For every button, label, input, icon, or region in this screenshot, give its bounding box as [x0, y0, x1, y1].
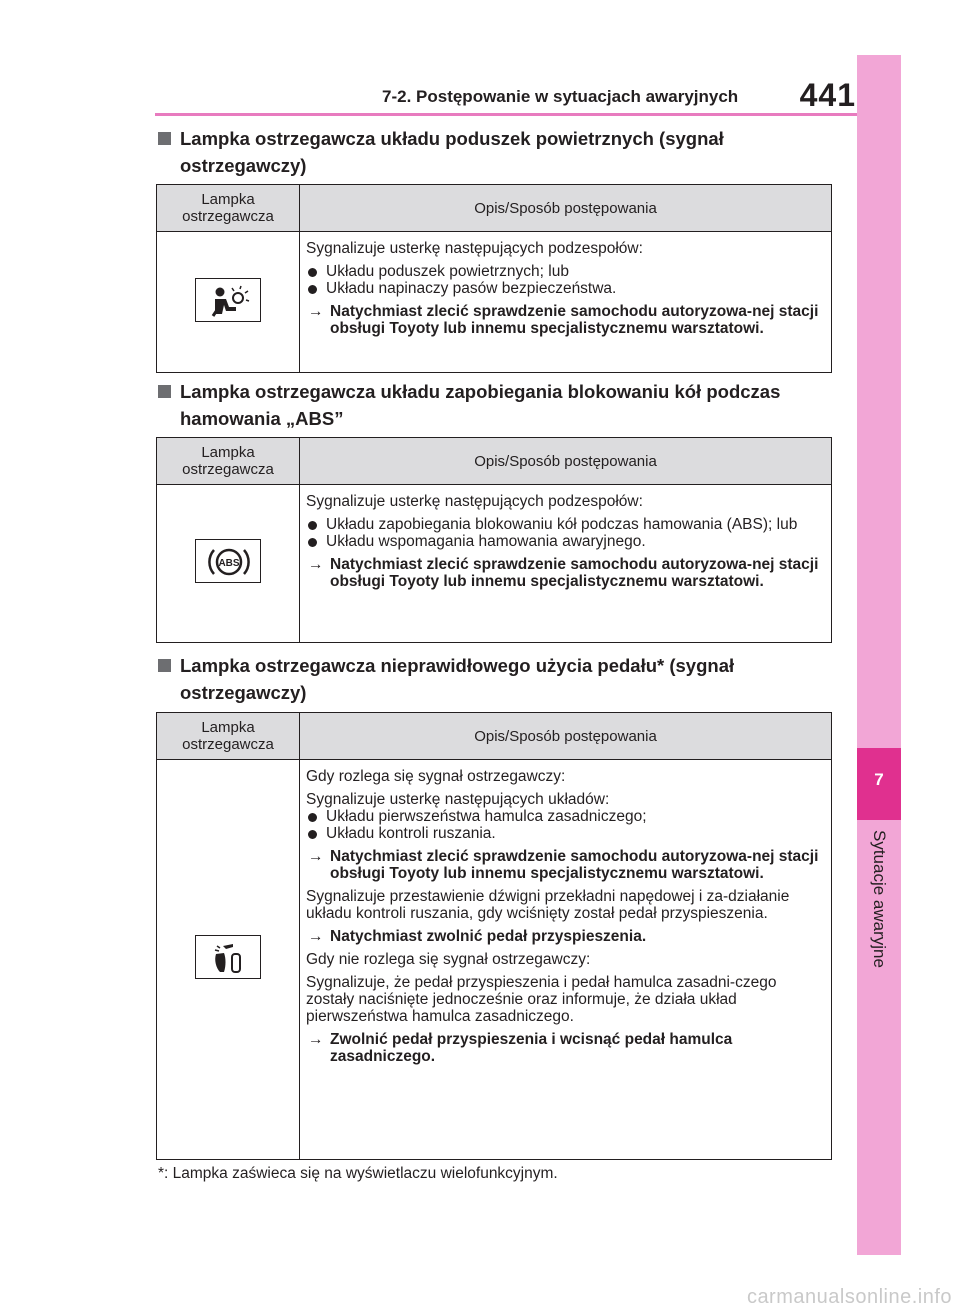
- column-header-description: Opis/Sposób postępowania: [300, 185, 832, 232]
- column-header-lamp: Lampka ostrzegawcza: [157, 713, 300, 760]
- page-number: 441: [799, 77, 856, 113]
- pedal-warning-table: Lampka ostrzegawcza Opis/Sposób postępowania Gdy rozlega się sygnał ostrzegawczy: Sygnalizuje usterkę następujących układów: Układu pierwszeństwa hamulca zasadniczego; Układu kontroli ruszania. → Natychmiast zlecić sprawdzenie samochodu autoryzowa-nej stacji obsługi Toyoty lub innemu specjalistycznemu warsztatowi. Sygnalizuje przestawienie dźwigni przekładni napędowej i za-działanie układu kontroli ruszania, gdy wciśnięty został pedał przyspieszenia. → Natychmiast zwolnić pedał przyspieszenia. Gdy nie rozlega się sygnał ostrzegawczy: Sygnalizuje, że pedał przyspieszenia i pedał hamulca zasadni-czego zostały naciśnięte jednocześnie oraz informuje, że działa układ pierwszeństwa hamulca zasadniczego. → Zwolnić pedał przyspieszenia i wcisnąć pedał hamulca zasadniczego.: [156, 712, 832, 1160]
- list-item: Układu poduszek powietrznych; lub: [306, 263, 821, 280]
- airbag-warning-icon: [195, 278, 261, 322]
- pedal-misapplication-warning-icon: [195, 935, 261, 979]
- action-instruction: → Natychmiast zlecić sprawdzenie samochodu autoryzowa-nej stacji obsługi Toyoty lub innemu specjalistycznemu warsztatowi.: [308, 303, 819, 337]
- column-header-description: Opis/Sposób postępowania: [300, 713, 832, 760]
- section-heading-airbag: Lampka ostrzegawcza układu poduszek powietrznych (sygnał ostrzegawczy): [158, 125, 724, 179]
- section-title: 7-2. Postępowanie w sytuacjach awaryjnych: [382, 87, 739, 106]
- chapter-number: 7: [874, 770, 884, 789]
- section-heading-pedal: Lampka ostrzegawcza nieprawidłowego użycia pedału* (sygnał ostrzegawczy): [158, 652, 734, 706]
- action-instruction: → Natychmiast zlecić sprawdzenie samochodu autoryzowa-nej stacji obsługi Toyoty lub innemu specjalistycznemu warsztatowi.: [308, 848, 819, 882]
- arrow-icon: →: [308, 303, 324, 320]
- arrow-icon: →: [308, 1031, 324, 1048]
- section-heading-abs: Lampka ostrzegawcza układu zapobiegania blokowaniu kół podczas hamowania „ABS”: [158, 378, 780, 432]
- abs-warning-icon: [195, 539, 261, 583]
- list-item: Układu kontroli ruszania.: [306, 825, 821, 842]
- list-item: Układu zapobiegania blokowaniu kół podczas hamowania (ABS); lub: [306, 516, 821, 533]
- chapter-name: Sytuacje awaryjne: [870, 830, 889, 968]
- abs-warning-table: Lampka ostrzegawcza Opis/Sposób postępowania ABS Sygnalizuje usterkę następujących podzespołów: Układu zapobiegania blokowaniu kół podczas hamowania (ABS); lub Układu wspomagania hamowania awaryjnego. → Natychmiast zlecić sprawdzenie samochodu autoryzowa-nej stacji obsługi Toyoty lub innemu specjalistycznemu warsztatowi.: [156, 437, 832, 643]
- square-bullet-icon: [158, 385, 171, 398]
- column-header-lamp: Lampka ostrzegawcza: [157, 185, 300, 232]
- list-item: Układu wspomagania hamowania awaryjnego.: [306, 533, 821, 550]
- arrow-icon: →: [308, 928, 324, 945]
- footnote: *: Lampka zaświeca się na wyświetlaczu wielofunkcyjnym.: [158, 1165, 558, 1182]
- chapter-number-box[interactable]: [857, 748, 901, 820]
- header-divider: [155, 113, 857, 116]
- arrow-icon: →: [308, 848, 324, 865]
- action-instruction: → Natychmiast zlecić sprawdzenie samochodu autoryzowa-nej stacji obsługi Toyoty lub innemu specjalistycznemu warsztatowi.: [308, 556, 819, 590]
- column-header-description: Opis/Sposób postępowania: [300, 438, 832, 485]
- watermark: carmanualsonline.info: [746, 1286, 952, 1308]
- square-bullet-icon: [158, 132, 171, 145]
- airbag-warning-table: Lampka ostrzegawcza Opis/Sposób postępowania Sygnalizuje usterkę następujących podzespołów: Układu poduszek powietrznych; lub Układu napinaczy pasów bezpieczeństwa. → Natychmiast zlecić sprawdzenie samochodu autoryzowa-nej stacji obsługi Toyoty lub innemu specjalistycznemu warsztatowi.: [156, 184, 832, 373]
- column-header-lamp: Lampka ostrzegawcza: [157, 438, 300, 485]
- list-item: Układu pierwszeństwa hamulca zasadniczego;: [306, 808, 821, 825]
- arrow-icon: →: [308, 556, 324, 573]
- list-item: Układu napinaczy pasów bezpieczeństwa.: [306, 280, 821, 297]
- square-bullet-icon: [158, 659, 171, 672]
- chapter-side-tab: [857, 55, 901, 1255]
- action-instruction: → Natychmiast zwolnić pedał przyspieszenia.: [308, 928, 647, 945]
- abs-icon-label: ABS: [218, 558, 240, 569]
- page-header: [362, 77, 862, 113]
- action-instruction: → Zwolnić pedał przyspieszenia i wcisnąć pedał hamulca zasadniczego.: [308, 1031, 733, 1065]
